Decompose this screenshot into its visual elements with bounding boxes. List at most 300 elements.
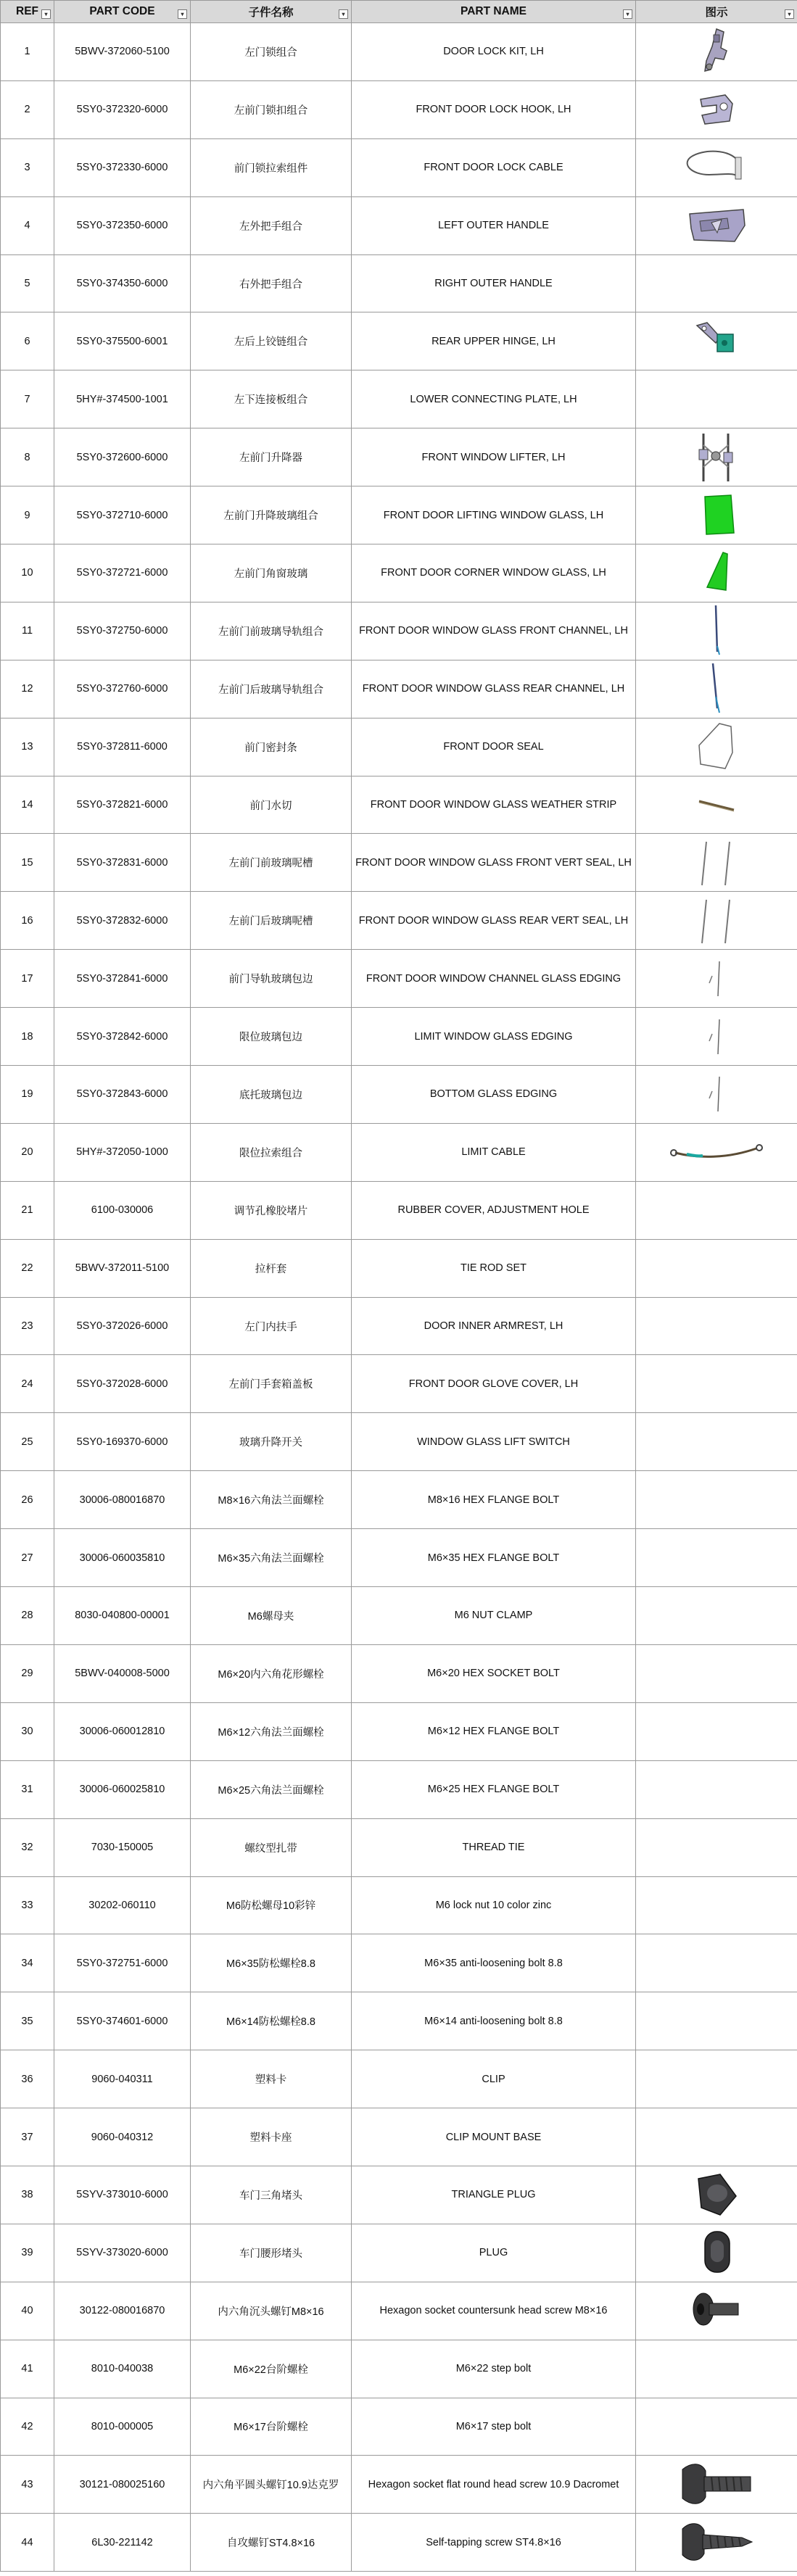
ref-cell: 29 [1,1644,54,1702]
ref-cell: 31 [1,1760,54,1818]
cn-name-cell: M6×25六角法兰面螺栓 [191,1760,352,1818]
ref-cell: 3 [1,138,54,196]
table-row [1,2398,797,2456]
image-cell [636,23,797,81]
part-code-cell: 5SY0-372710-6000 [54,486,191,544]
part-name-cell: M6×14 anti-loosening bolt 8.8 [352,1992,636,2050]
part-name-cell: LIMIT WINDOW GLASS EDGING [352,1008,636,1066]
ref-cell: 6 [1,312,54,370]
cn-name-cell: 限位玻璃包边 [191,1008,352,1066]
part-code-cell: 5SY0-372750-6000 [54,602,191,660]
image-cell [636,254,797,312]
cn-name-cell: 限位拉索组合 [191,1123,352,1181]
ref-cell: 27 [1,1529,54,1587]
part-code-cell: 5SY0-372841-6000 [54,950,191,1008]
ref-cell: 25 [1,1413,54,1471]
cn-name-cell: M6×20内六角花形螺栓 [191,1644,352,1702]
part-code-cell: 5BWV-372011-5100 [54,1239,191,1297]
table-row [1,23,797,81]
header-image-label: 图示 [705,7,728,19]
part-code-cell: 7030-150005 [54,1818,191,1876]
ref-cell: 24 [1,1355,54,1413]
cn-name-cell: 左前门锁扣组合 [191,80,352,138]
ref-cell: 36 [1,2050,54,2108]
part-code-cell: 8010-000005 [54,2398,191,2456]
image-cell [636,1297,797,1355]
part-code-cell: 30006-080016870 [54,1471,191,1529]
image-cell [636,892,797,950]
part-code-cell: 8010-040038 [54,2340,191,2398]
table-row [1,1644,797,1702]
image-cell [636,834,797,892]
part-name-cell: FRONT DOOR WINDOW GLASS REAR VERT SEAL, LH [352,892,636,950]
table-row [1,2282,797,2340]
part-name-cell: CLIP MOUNT BASE [352,2108,636,2166]
image-cell [636,1355,797,1413]
table-row [1,370,797,428]
image-cell [636,1702,797,1760]
table-row [1,1066,797,1124]
image-cell [636,428,797,486]
cn-name-cell: M6×35六角法兰面螺栓 [191,1529,352,1587]
table-row [1,602,797,660]
table-row [1,1529,797,1587]
table-row [1,1123,797,1181]
cn-name-cell: M8×16六角法兰面螺栓 [191,1471,352,1529]
part-name-cell: Self-tapping screw ST4.8×16 [352,2514,636,2572]
image-cell [636,2340,797,2398]
part-name-cell: FRONT WINDOW LIFTER, LH [352,428,636,486]
ref-cell: 41 [1,2340,54,2398]
image-cell [636,2050,797,2108]
image-cell [636,1413,797,1471]
table-row [1,950,797,1008]
part-name-cell: BOTTOM GLASS EDGING [352,1066,636,1124]
filter-dropdown-icon[interactable]: ▾ [41,9,51,19]
part-code-cell: 5SY0-372832-6000 [54,892,191,950]
ref-cell: 33 [1,1876,54,1934]
image-cell [636,1181,797,1239]
part-name-cell: M6×17 step bolt [352,2398,636,2456]
table-row [1,1297,797,1355]
rear-channel-icon [636,662,797,716]
cn-name-cell: M6防松螺母10彩锌 [191,1876,352,1934]
table-row [1,1818,797,1876]
part-code-cell: 30122-080016870 [54,2282,191,2340]
part-code-cell: 5SY0-375500-6001 [54,312,191,370]
header-row [1,1,797,23]
vert-seal-icon [636,836,797,890]
cn-name-cell: M6×14防松螺栓8.8 [191,1992,352,2050]
image-cell [636,2166,797,2224]
cn-name-cell: 内六角沉头螺钉M8×16 [191,2282,352,2340]
table-row [1,1239,797,1297]
cn-name-cell: 塑料卡座 [191,2108,352,2166]
cn-name-cell: 左外把手组合 [191,196,352,254]
window-lifter-icon [636,431,797,484]
table-row [1,2108,797,2166]
image-cell [636,602,797,660]
ref-cell: 20 [1,1123,54,1181]
cn-name-cell: M6×17台阶螺栓 [191,2398,352,2456]
part-name-cell: M6×12 HEX FLANGE BOLT [352,1702,636,1760]
table-row [1,80,797,138]
table-row [1,312,797,370]
part-name-cell: RIGHT OUTER HANDLE [352,254,636,312]
cn-name-cell: M6螺母夹 [191,1587,352,1645]
oval-plug-icon [636,2227,797,2278]
table-row [1,2224,797,2282]
image-cell [636,1760,797,1818]
lock-hook-icon [636,89,797,130]
ref-cell: 9 [1,486,54,544]
part-name-cell: FRONT DOOR LIFTING WINDOW GLASS, LH [352,486,636,544]
cn-name-cell: 左门锁组合 [191,23,352,81]
image-cell [636,2224,797,2282]
image-cell [636,1066,797,1124]
part-name-cell: CLIP [352,2050,636,2108]
ref-cell: 23 [1,1297,54,1355]
part-name-cell: M6 NUT CLAMP [352,1587,636,1645]
ref-cell: 26 [1,1471,54,1529]
glass-edging-icon [636,957,797,1001]
table-row [1,254,797,312]
ref-cell: 39 [1,2224,54,2282]
image-cell [636,1587,797,1645]
image-cell [636,486,797,544]
ref-cell: 4 [1,196,54,254]
table-row [1,544,797,602]
part-code-cell: 30006-060035810 [54,1529,191,1587]
part-name-cell: WINDOW GLASS LIFT SWITCH [352,1413,636,1471]
part-name-cell: M6×35 anti-loosening bolt 8.8 [352,1934,636,1992]
table-row [1,834,797,892]
cn-name-cell: 左下连接板组合 [191,370,352,428]
table-row [1,1413,797,1471]
weather-strip-icon [636,794,797,816]
ref-cell: 2 [1,80,54,138]
image-cell [636,1529,797,1587]
image-cell [636,776,797,834]
part-code-cell: 5SY0-372028-6000 [54,1355,191,1413]
part-name-cell: M8×16 HEX FLANGE BOLT [352,1471,636,1529]
part-name-cell: LIMIT CABLE [352,1123,636,1181]
table-row [1,1471,797,1529]
header-image[interactable] [636,1,797,23]
cn-name-cell: 前门水切 [191,776,352,834]
ref-cell: 32 [1,1818,54,1876]
part-code-cell: 5SY0-372330-6000 [54,138,191,196]
ref-cell: 44 [1,2514,54,2572]
part-name-cell: M6×35 HEX FLANGE BOLT [352,1529,636,1587]
part-code-cell: 5SY0-372821-6000 [54,776,191,834]
part-code-cell: 5HY#-374500-1001 [54,370,191,428]
part-code-cell: 9060-040312 [54,2108,191,2166]
table-row [1,1355,797,1413]
filter-dropdown-icon[interactable]: ▾ [785,9,794,19]
hinge-icon [636,318,797,365]
part-code-cell: 5SY0-372751-6000 [54,1934,191,1992]
part-name-cell: FRONT DOOR WINDOW GLASS FRONT CHANNEL, LH [352,602,636,660]
ref-cell: 1 [1,23,54,81]
cn-name-cell: 左前门前玻璃呢槽 [191,834,352,892]
cn-name-cell: 左前门前玻璃导轨组合 [191,602,352,660]
cn-name-cell: 前门导轨玻璃包边 [191,950,352,1008]
part-name-cell: M6×20 HEX SOCKET BOLT [352,1644,636,1702]
cn-name-cell: 前门锁拉索组件 [191,138,352,196]
ref-cell: 22 [1,1239,54,1297]
lifting-glass-icon [636,492,797,539]
door-lock-kit-icon [636,26,797,77]
ref-cell: 19 [1,1066,54,1124]
cn-name-cell: 左前门角窗玻璃 [191,544,352,602]
part-name-cell: REAR UPPER HINGE, LH [352,312,636,370]
tapping-screw-icon [636,2517,797,2568]
image-cell [636,660,797,718]
table-row [1,2050,797,2108]
header-part-code[interactable] [54,1,191,23]
part-code-cell: 30121-080025160 [54,2456,191,2514]
part-name-cell: FRONT DOOR LOCK HOOK, LH [352,80,636,138]
part-code-cell: 30006-060025810 [54,1760,191,1818]
ref-cell: 28 [1,1587,54,1645]
image-cell [636,1992,797,2050]
image-cell [636,196,797,254]
header-part-code-label: PART CODE [89,5,155,17]
corner-glass-icon [636,550,797,596]
image-cell [636,80,797,138]
cn-name-cell: 玻璃升降开关 [191,1413,352,1471]
cn-name-cell: 左前门后玻璃导轨组合 [191,660,352,718]
glass-edging-icon [636,1015,797,1059]
ref-cell: 14 [1,776,54,834]
header-cn-name-label: 子件名称 [248,7,294,19]
part-name-cell: Hexagon socket countersunk head screw M8×16 [352,2282,636,2340]
ref-cell: 16 [1,892,54,950]
part-code-cell: 5SY0-169370-6000 [54,1413,191,1471]
cn-name-cell: 底托玻璃包边 [191,1066,352,1124]
header-part-name[interactable] [352,1,636,23]
part-code-cell: 5BWV-040008-5000 [54,1644,191,1702]
part-name-cell: FRONT DOOR SEAL [352,718,636,776]
filter-dropdown-icon[interactable]: ▾ [178,9,187,19]
part-name-cell: THREAD TIE [352,1818,636,1876]
part-code-cell: 5SY0-372600-6000 [54,428,191,486]
part-code-cell: 5SY0-372811-6000 [54,718,191,776]
ref-cell: 11 [1,602,54,660]
part-code-cell: 8030-040800-00001 [54,1587,191,1645]
ref-cell: 42 [1,2398,54,2456]
part-name-cell: FRONT DOOR WINDOW CHANNEL GLASS EDGING [352,950,636,1008]
table-row [1,1992,797,2050]
ref-cell: 8 [1,428,54,486]
door-seal-icon [636,721,797,773]
ref-cell: 15 [1,834,54,892]
header-ref[interactable] [1,1,54,23]
table-row [1,1876,797,1934]
cn-name-cell: 车门腰形堵头 [191,2224,352,2282]
part-name-cell: LEFT OUTER HANDLE [352,196,636,254]
cn-name-cell: 螺纹型扎带 [191,1818,352,1876]
limit-cable-icon [636,1141,797,1163]
image-cell [636,1123,797,1181]
image-cell [636,2456,797,2514]
table-row [1,892,797,950]
image-cell [636,950,797,1008]
part-code-cell: 6100-030006 [54,1181,191,1239]
header-cn-name[interactable] [191,1,352,23]
part-name-cell: DOOR INNER ARMREST, LH [352,1297,636,1355]
part-code-cell: 30006-060012810 [54,1702,191,1760]
ref-cell: 43 [1,2456,54,2514]
ref-cell: 17 [1,950,54,1008]
part-name-cell: TRIANGLE PLUG [352,2166,636,2224]
image-cell [636,312,797,370]
part-name-cell: FRONT DOOR WINDOW GLASS REAR CHANNEL, LH [352,660,636,718]
part-code-cell: 5SYV-373010-6000 [54,2166,191,2224]
header-ref-label: REF [16,5,38,17]
table-row [1,660,797,718]
cn-name-cell: M6×12六角法兰面螺栓 [191,1702,352,1760]
part-code-cell: 5SY0-372843-6000 [54,1066,191,1124]
part-code-cell: 5SY0-372842-6000 [54,1008,191,1066]
cn-name-cell: M6×22台阶螺栓 [191,2340,352,2398]
part-code-cell: 5SY0-372320-6000 [54,80,191,138]
cn-name-cell: 自攻螺钉ST4.8×16 [191,2514,352,2572]
ref-cell: 30 [1,1702,54,1760]
part-code-cell: 5SY0-374601-6000 [54,1992,191,2050]
part-code-cell: 30202-060110 [54,1876,191,1934]
table-row [1,718,797,776]
filter-dropdown-icon[interactable]: ▾ [623,9,632,19]
cn-name-cell: 右外把手组合 [191,254,352,312]
cn-name-cell: 左前门后玻璃呢槽 [191,892,352,950]
cn-name-cell: 左后上铰链组合 [191,312,352,370]
image-cell [636,2282,797,2340]
part-name-cell: M6×25 HEX FLANGE BOLT [352,1760,636,1818]
part-code-cell: 5SY0-372026-6000 [54,1297,191,1355]
part-name-cell: DOOR LOCK KIT, LH [352,23,636,81]
filter-dropdown-icon[interactable]: ▾ [339,9,348,19]
part-code-cell: 5SY0-372760-6000 [54,660,191,718]
cn-name-cell: 左前门升降玻璃组合 [191,486,352,544]
image-cell [636,544,797,602]
part-name-cell: FRONT DOOR WINDOW GLASS FRONT VERT SEAL, LH [352,834,636,892]
cn-name-cell: 前门密封条 [191,718,352,776]
outer-handle-icon [636,204,797,247]
image-cell [636,2398,797,2456]
image-cell [636,1644,797,1702]
table-row [1,1934,797,1992]
part-name-cell: M6×22 step bolt [352,2340,636,2398]
image-cell [636,2514,797,2572]
part-code-cell: 5SY0-374350-6000 [54,254,191,312]
part-code-cell: 5SY0-372350-6000 [54,196,191,254]
flat-head-screw-icon [636,2459,797,2510]
image-cell [636,1876,797,1934]
ref-cell: 10 [1,544,54,602]
cn-name-cell: 左前门手套箱盖板 [191,1355,352,1413]
vert-seal-icon [636,894,797,948]
glass-edging-icon [636,1072,797,1116]
table-row [1,2514,797,2572]
ref-cell: 13 [1,718,54,776]
part-name-cell: FRONT DOOR CORNER WINDOW GLASS, LH [352,544,636,602]
image-cell [636,138,797,196]
image-cell [636,1471,797,1529]
table-row [1,1702,797,1760]
table-row [1,2340,797,2398]
cn-name-cell: 左门内扶手 [191,1297,352,1355]
ref-cell: 37 [1,2108,54,2166]
ref-cell: 12 [1,660,54,718]
part-name-cell: TIE ROD SET [352,1239,636,1297]
table-row [1,1587,797,1645]
part-code-cell: 5HY#-372050-1000 [54,1123,191,1181]
ref-cell: 7 [1,370,54,428]
image-cell [636,1008,797,1066]
part-name-cell: Hexagon socket flat round head screw 10.9 Dacromet [352,2456,636,2514]
part-name-cell: FRONT DOOR LOCK CABLE [352,138,636,196]
ref-cell: 35 [1,1992,54,2050]
cn-name-cell: 调节孔橡胶堵片 [191,1181,352,1239]
ref-cell: 5 [1,254,54,312]
part-name-cell: LOWER CONNECTING PLATE, LH [352,370,636,428]
image-cell [636,2108,797,2166]
part-code-cell: 5BWV-372060-5100 [54,23,191,81]
countersunk-screw-icon [636,2287,797,2334]
ref-cell: 38 [1,2166,54,2224]
triangle-plug-icon [636,2171,797,2218]
front-channel-icon [636,604,797,658]
lock-cable-icon [636,146,797,189]
table-row [1,1008,797,1066]
table-row [1,2166,797,2224]
image-cell [636,718,797,776]
cn-name-cell: 左前门升降器 [191,428,352,486]
table-row [1,428,797,486]
ref-cell: 34 [1,1934,54,1992]
table-row [1,1760,797,1818]
part-code-cell: 9060-040311 [54,2050,191,2108]
table-row [1,1181,797,1239]
image-cell [636,1934,797,1992]
part-code-cell: 5SY0-372831-6000 [54,834,191,892]
part-name-cell: FRONT DOOR GLOVE COVER, LH [352,1355,636,1413]
table-row [1,138,797,196]
part-name-cell: M6 lock nut 10 color zinc [352,1876,636,1934]
part-code-cell: 5SY0-372721-6000 [54,544,191,602]
ref-cell: 21 [1,1181,54,1239]
table-row [1,196,797,254]
cn-name-cell: M6×35防松螺栓8.8 [191,1934,352,1992]
cn-name-cell: 塑料卡 [191,2050,352,2108]
cn-name-cell: 车门三角堵头 [191,2166,352,2224]
image-cell [636,1818,797,1876]
table-row [1,2456,797,2514]
part-name-cell: FRONT DOOR WINDOW GLASS WEATHER STRIP [352,776,636,834]
cn-name-cell: 拉杆套 [191,1239,352,1297]
part-name-cell: RUBBER COVER, ADJUSTMENT HOLE [352,1181,636,1239]
part-code-cell: 5SYV-373020-6000 [54,2224,191,2282]
part-name-cell: PLUG [352,2224,636,2282]
image-cell [636,1239,797,1297]
table-row [1,776,797,834]
cn-name-cell: 内六角平圆头螺钉10.9达克罗 [191,2456,352,2514]
ref-cell: 18 [1,1008,54,1066]
image-cell [636,370,797,428]
part-code-cell: 6L30-221142 [54,2514,191,2572]
